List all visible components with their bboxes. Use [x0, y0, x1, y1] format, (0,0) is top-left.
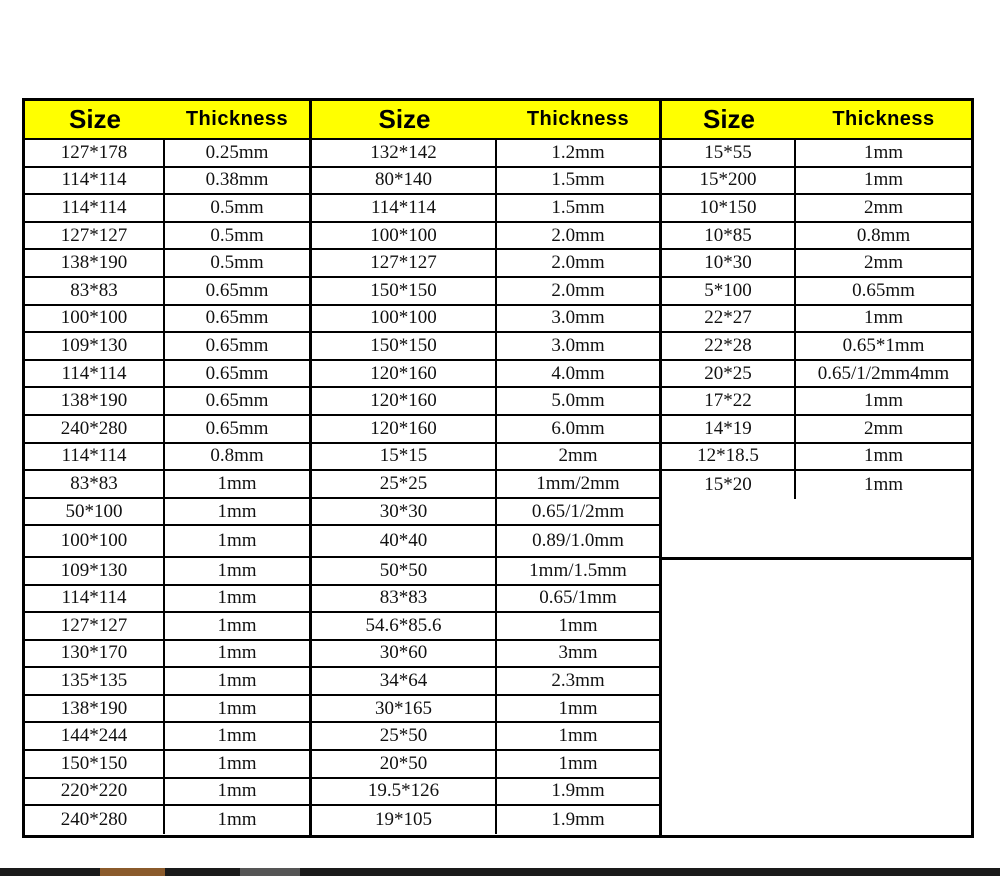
thickness-cell: 0.8mm [856, 224, 911, 246]
table-header [312, 101, 659, 140]
thickness-cell: 1mm [217, 559, 257, 581]
table-row [312, 613, 659, 641]
thickness-cell: 0.65/1mm [539, 587, 617, 609]
thickness-header: Thickness [185, 108, 289, 130]
size-cell: 50*100 [25, 499, 165, 525]
table-row [662, 471, 971, 499]
size-table-block-2 [309, 98, 662, 838]
thickness-cell: 1mm [217, 725, 257, 747]
table-header [662, 101, 971, 140]
table-row [662, 140, 971, 168]
size-cell: 19*105 [312, 806, 497, 834]
thickness-cell: 0.25mm [205, 141, 269, 163]
thickness-cell: 2.0mm [551, 252, 605, 274]
thickness-cell: 1mm [217, 530, 257, 552]
table-row [25, 278, 309, 306]
table-row [662, 223, 971, 251]
thickness-cell: 0.65mm [852, 279, 915, 301]
size-cell: 135*135 [25, 668, 165, 694]
thickness-cell: 1mm [217, 670, 257, 692]
size-cell: 120*160 [312, 388, 497, 414]
table-row [662, 168, 971, 196]
size-cell: 15*15 [312, 444, 497, 470]
size-cell: 150*150 [312, 333, 497, 359]
table-body [312, 140, 659, 834]
table-row [312, 140, 659, 168]
thickness-cell: 0.8mm [210, 445, 264, 467]
thickness-cell: 1mm [863, 307, 904, 329]
size-cell: 127*127 [25, 223, 165, 249]
thickness-cell: 2mm [863, 252, 904, 274]
size-cell: 138*190 [25, 388, 165, 414]
thickness-header: Thickness [832, 108, 935, 130]
thickness-cell: 3.0mm [551, 307, 605, 329]
thickness-cell: 1.2mm [551, 141, 605, 163]
size-cell: 54.6*85.6 [312, 613, 497, 639]
table-row [312, 499, 659, 527]
size-cell: 10*85 [662, 223, 796, 249]
size-table-block-1 [22, 98, 312, 838]
thickness-cell: 0.65mm [205, 279, 269, 301]
thickness-cell: 1mm [217, 780, 257, 802]
table-row [312, 526, 659, 558]
thickness-cell: 1mm [863, 141, 904, 163]
table-row [312, 388, 659, 416]
size-cell: 12*18.5 [662, 444, 796, 470]
table-row [25, 140, 309, 168]
size-cell: 150*150 [25, 751, 165, 777]
size-cell: 30*60 [312, 641, 497, 667]
table-row [25, 444, 309, 472]
table-row [25, 696, 309, 724]
table-row [312, 306, 659, 334]
size-cell: 14*19 [662, 416, 796, 442]
size-cell: 17*22 [662, 388, 796, 414]
table-row [25, 333, 309, 361]
table-row [312, 558, 659, 586]
table-row [312, 471, 659, 499]
thickness-cell: 0.65mm [205, 334, 269, 356]
size-cell: 127*127 [312, 250, 497, 276]
size-cell: 100*100 [312, 306, 497, 332]
thickness-cell: 6.0mm [551, 417, 605, 439]
size-cell: 80*140 [312, 168, 497, 194]
size-cell: 150*150 [312, 278, 497, 304]
bottom-bar-accent [100, 868, 165, 876]
table-row [25, 613, 309, 641]
table-body [25, 140, 309, 834]
size-cell: 109*130 [25, 333, 165, 359]
table-row [25, 416, 309, 444]
table-row [25, 558, 309, 586]
table-row [25, 641, 309, 669]
table-row [312, 444, 659, 472]
table-row [25, 168, 309, 196]
size-header: Size [68, 104, 122, 134]
thickness-cell: 1mm [863, 390, 904, 412]
size-cell: 127*178 [25, 140, 165, 166]
thickness-cell: 1mm [217, 642, 257, 664]
thickness-cell: 1mm [217, 752, 257, 774]
table-row [312, 361, 659, 389]
size-cell: 30*165 [312, 696, 497, 722]
size-cell: 130*170 [25, 641, 165, 667]
size-cell: 5*100 [662, 278, 796, 304]
table-row [25, 195, 309, 223]
size-cell: 20*25 [662, 361, 796, 387]
size-cell: 15*20 [662, 471, 796, 499]
table-row [662, 388, 971, 416]
thickness-cell: 0.65mm [205, 417, 269, 439]
thickness-cell: 0.65*1mm [842, 334, 925, 356]
table-row [25, 223, 309, 251]
thickness-cell: 0.65/1/2mm4mm [817, 362, 950, 384]
size-cell: 83*83 [25, 278, 165, 304]
size-cell: 138*190 [25, 696, 165, 722]
table-body [662, 140, 971, 499]
table-row [312, 641, 659, 669]
table-row [662, 250, 971, 278]
table-row [25, 779, 309, 807]
thickness-cell: 2mm [558, 445, 598, 467]
size-cell: 50*50 [312, 558, 497, 584]
table-header [25, 101, 309, 140]
size-cell: 10*150 [662, 195, 796, 221]
size-header: Size [702, 104, 756, 134]
thickness-cell: 2.0mm [551, 279, 605, 301]
size-cell: 114*114 [312, 195, 497, 221]
table-row [312, 586, 659, 614]
size-table-block-3 [659, 98, 974, 838]
thickness-cell: 1mm/2mm [536, 472, 620, 494]
size-cell: 100*100 [312, 223, 497, 249]
thickness-cell: 1mm [863, 473, 904, 495]
size-cell: 120*160 [312, 416, 497, 442]
thickness-cell: 1.9mm [551, 809, 605, 831]
thickness-cell: 1.9mm [551, 780, 605, 802]
size-cell: 220*220 [25, 779, 165, 805]
size-cell: 15*55 [662, 140, 796, 166]
table-row [312, 250, 659, 278]
bottom-decorative-bar [0, 868, 1000, 876]
table-row [25, 723, 309, 751]
thickness-cell: 1mm [217, 587, 257, 609]
thickness-cell: 0.5mm [210, 196, 264, 218]
table-row [312, 779, 659, 807]
table-row [25, 306, 309, 334]
size-cell: 30*30 [312, 499, 497, 525]
size-cell: 22*27 [662, 306, 796, 332]
size-cell: 83*83 [312, 586, 497, 612]
thickness-cell: 1mm [217, 472, 257, 494]
size-cell: 127*127 [25, 613, 165, 639]
table-row [312, 723, 659, 751]
size-cell: 19.5*126 [312, 779, 497, 805]
table-row [25, 526, 309, 558]
size-cell: 109*130 [25, 558, 165, 584]
size-cell: 100*100 [25, 306, 165, 332]
thickness-cell: 5.0mm [551, 390, 605, 412]
table-row [312, 223, 659, 251]
size-cell: 25*25 [312, 471, 497, 497]
thickness-cell: 1mm [558, 752, 598, 774]
thickness-cell: 2.3mm [551, 670, 605, 692]
table-row [25, 586, 309, 614]
thickness-cell: 1.5mm [551, 169, 605, 191]
thickness-cell: 1mm/1.5mm [529, 559, 627, 581]
thickness-cell: 0.5mm [210, 252, 264, 274]
table-row [25, 499, 309, 527]
thickness-cell: 1mm [217, 809, 257, 831]
thickness-cell: 3.0mm [551, 334, 605, 356]
thickness-cell: 1mm [217, 697, 257, 719]
size-cell: 100*100 [25, 526, 165, 556]
table-row [312, 416, 659, 444]
size-cell: 40*40 [312, 526, 497, 556]
thickness-cell: 0.65mm [205, 390, 269, 412]
table-row [312, 333, 659, 361]
table-row [662, 333, 971, 361]
size-cell: 10*30 [662, 250, 796, 276]
thickness-cell: 3mm [558, 642, 598, 664]
thickness-cell: 0.5mm [210, 224, 264, 246]
thickness-cell: 1mm [558, 725, 598, 747]
size-cell: 114*114 [25, 195, 165, 221]
thickness-cell: 1mm [863, 445, 904, 467]
thickness-cell: 1mm [217, 500, 257, 522]
table-row [25, 806, 309, 834]
table-row [25, 250, 309, 278]
size-cell: 120*160 [312, 361, 497, 387]
table-row [662, 361, 971, 389]
size-cell: 83*83 [25, 471, 165, 497]
table-row [25, 668, 309, 696]
size-cell: 20*50 [312, 751, 497, 777]
thickness-cell: 2.0mm [551, 224, 605, 246]
thickness-header: Thickness [526, 108, 630, 130]
size-cell: 240*280 [25, 416, 165, 442]
thickness-cell: 2mm [863, 417, 904, 439]
size-cell: 22*28 [662, 333, 796, 359]
size-cell: 114*114 [25, 444, 165, 470]
size-cell: 132*142 [312, 140, 497, 166]
thickness-cell: 0.65mm [205, 307, 269, 329]
thickness-cell: 0.89/1.0mm [532, 530, 624, 552]
thickness-cell: 4.0mm [551, 362, 605, 384]
size-cell: 114*114 [25, 586, 165, 612]
size-cell: 240*280 [25, 806, 165, 834]
table-row [662, 416, 971, 444]
table-row [662, 195, 971, 223]
table-row [312, 668, 659, 696]
thickness-cell: 1mm [863, 169, 904, 191]
table-row [312, 806, 659, 834]
size-cell: 114*114 [25, 168, 165, 194]
table-row [312, 278, 659, 306]
table-row [662, 306, 971, 334]
thickness-cell: 0.65mm [205, 362, 269, 384]
thickness-cell: 1mm [558, 614, 598, 636]
table-row [25, 388, 309, 416]
thickness-cell: 2mm [863, 196, 904, 218]
table-row [312, 696, 659, 724]
size-cell: 144*244 [25, 723, 165, 749]
thickness-cell: 1mm [558, 697, 598, 719]
table-row [662, 444, 971, 472]
size-cell: 25*50 [312, 723, 497, 749]
size-cell: 114*114 [25, 361, 165, 387]
empty-area-divider [662, 557, 971, 560]
bottom-bar-accent [240, 868, 300, 876]
thickness-cell: 1.5mm [551, 196, 605, 218]
size-cell: 138*190 [25, 250, 165, 276]
size-header: Size [378, 104, 431, 134]
table-row [25, 361, 309, 389]
table-row [25, 751, 309, 779]
thickness-cell: 1mm [217, 614, 257, 636]
table-row [312, 168, 659, 196]
table-row [25, 471, 309, 499]
thickness-cell: 0.65/1/2mm [531, 500, 625, 522]
size-cell: 34*64 [312, 668, 497, 694]
table-row [312, 751, 659, 779]
table-row [312, 195, 659, 223]
thickness-cell: 0.38mm [205, 169, 269, 191]
size-cell: 15*200 [662, 168, 796, 194]
table-row [662, 278, 971, 306]
